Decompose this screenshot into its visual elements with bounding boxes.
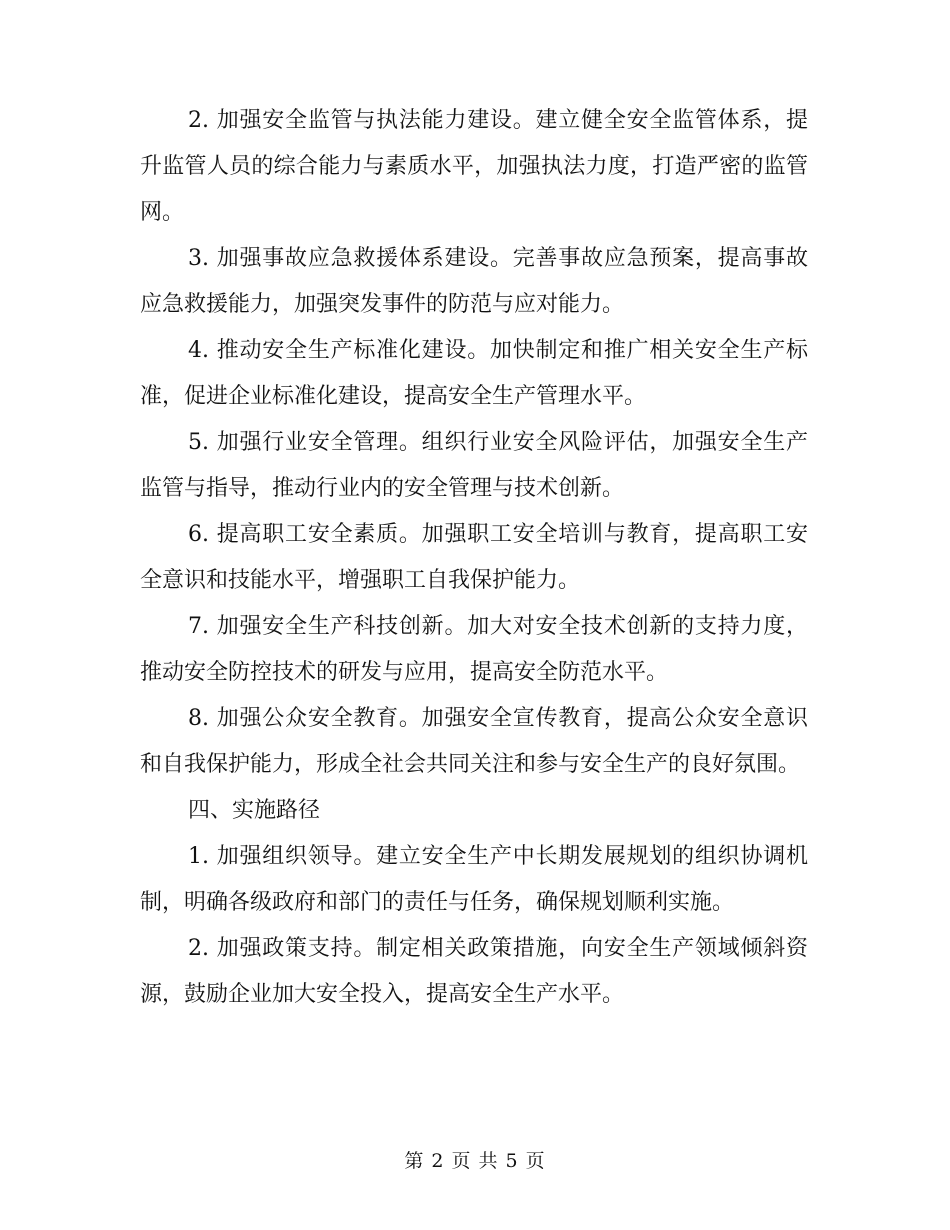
paragraph-measure-6: 6. 提高职工安全素质。加强职工安全培训与教育，提高职工安全意识和技能水平，增强职工自我保护能力。 (140, 522, 808, 593)
paragraph-measure-3: 3. 加强事故应急救援体系建设。完善事故应急预案，提高事故应急救援能力，加强突发事件的防范与应对能力。 (140, 246, 808, 317)
paragraph-measure-5: 5. 加强行业安全管理。组织行业安全风险评估，加强安全生产监管与指导，推动行业内的安全管理与技术创新。 (140, 430, 808, 501)
paragraph-measure-7: 7. 加强安全生产科技创新。加大对安全技术创新的支持力度，推动安全防控技术的研发与应用，提高安全防范水平。 (140, 614, 808, 685)
paragraph-path-2: 2. 加强政策支持。制定相关政策措施，向安全生产领域倾斜资源，鼓励企业加大安全投入，提高安全生产水平。 (140, 936, 808, 1007)
section-heading: 四、实施路径 (188, 798, 321, 823)
page-number-footer: 第 2 页 共 5 页 (404, 1150, 546, 1172)
paragraph-measure-2: 2. 加强安全监管与执法能力建设。建立健全安全监管体系，提升监管人员的综合能力与素质水平，加强执法力度，打造严密的监管网。 (140, 108, 808, 225)
document-body (140, 98, 808, 1018)
paragraph-path-1: 1. 加强组织领导。建立安全生产中长期发展规划的组织协调机制，明确各级政府和部门的责任与任务，确保规划顺利实施。 (140, 844, 808, 915)
paragraph-measure-8: 8. 加强公众安全教育。加强安全宣传教育，提高公众安全意识和自我保护能力，形成全社会共同关注和参与安全生产的良好氛围。 (140, 706, 808, 777)
paragraph-measure-4: 4. 推动安全生产标准化建设。加快制定和推广相关安全生产标准，促进企业标准化建设，提高安全生产管理水平。 (140, 338, 808, 409)
